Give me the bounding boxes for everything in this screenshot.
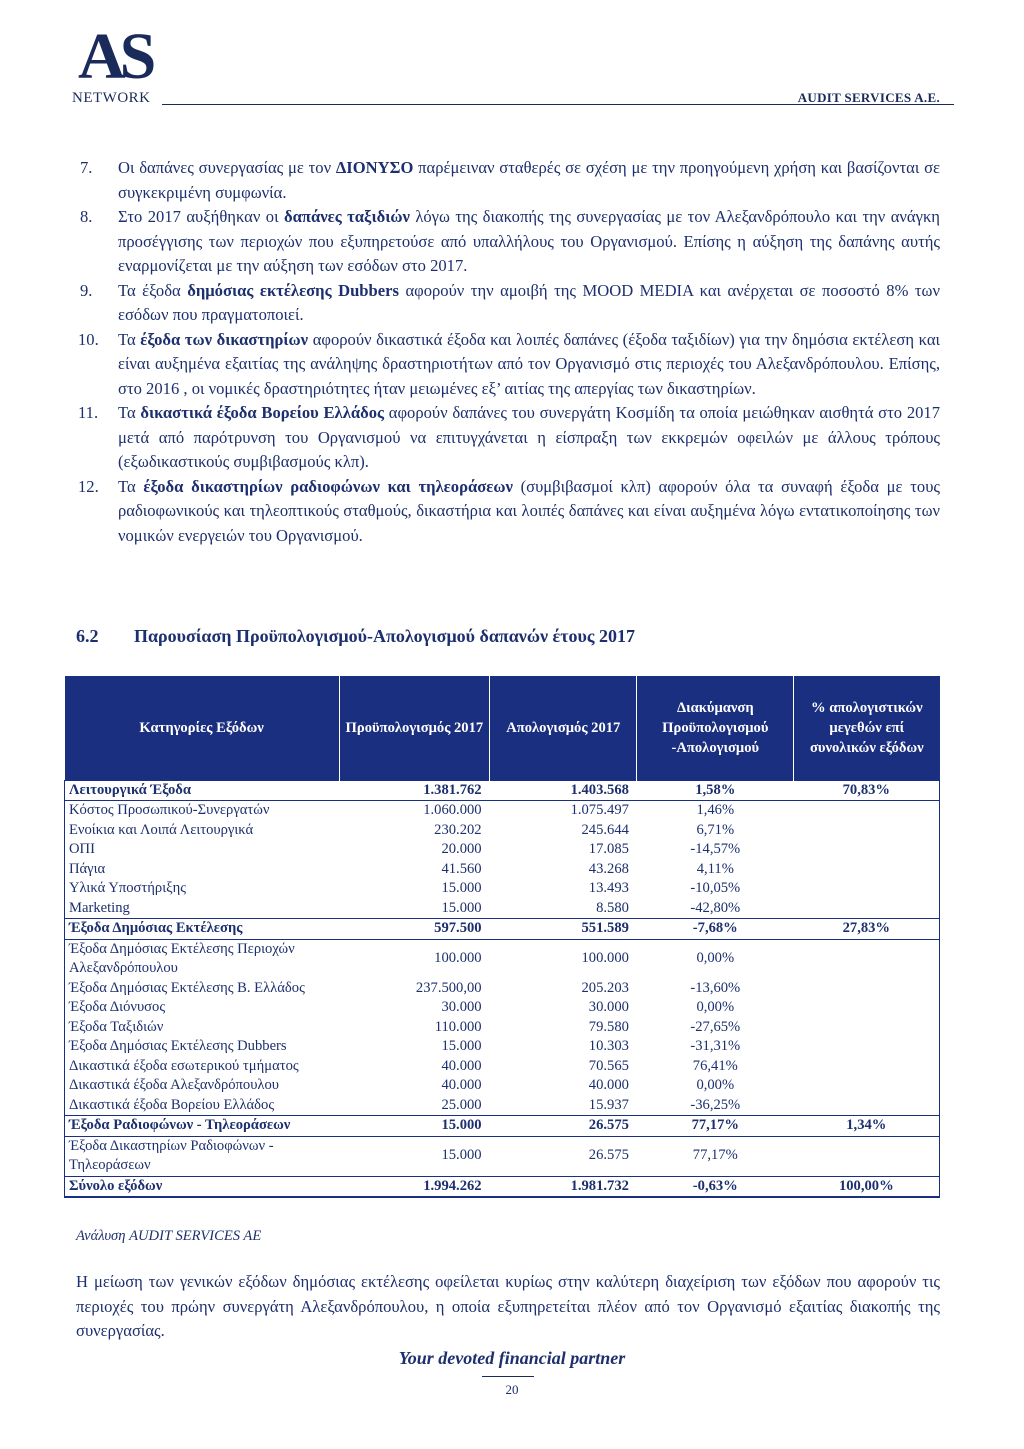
section-number: 6.2 [76, 626, 99, 646]
cell-variance: -10,05% [690, 880, 741, 896]
note-emphasis: ΔΙΟΝΥΣΟ [335, 158, 414, 177]
cell-share [794, 1136, 940, 1176]
cell-category: Marketing [69, 899, 130, 916]
table-row [65, 879, 940, 899]
cell-actual: 43.268 [588, 860, 629, 877]
cell-variance: -31,31% [690, 1038, 741, 1054]
header-share: % απολογιστικών μεγεθών επί συνολικών εξόδων [794, 676, 940, 780]
cell-share [794, 1057, 940, 1077]
cell-category: Έξοδα Διόνυσος [69, 999, 166, 1015]
note-number: 9. [80, 280, 93, 300]
note-item [72, 205, 940, 279]
cell-share: 100,00% [794, 1176, 940, 1197]
cell-category: Δικαστικά έξοδα Βορείου Ελλάδος [69, 1096, 275, 1113]
cell-share [794, 1037, 940, 1057]
note-emphasis: έξοδα δικαστηρίων ραδιοφώνων και τηλεοράσεων [143, 476, 513, 496]
cell-budget: 230.202 [434, 821, 482, 838]
note-item [72, 475, 940, 549]
cell-category: Έξοδα Δημόσιας Εκτέλεσης Β. Ελλάδος [69, 979, 305, 996]
cell-category: Έξοδα Δημόσιας Εκτέλεσης Dubbers [69, 1038, 287, 1054]
cell-budget: 40.000 [441, 1077, 482, 1093]
cell-category: Κόστος Προσωπικού-Συνεργατών [69, 802, 270, 818]
cell-category: Δικαστικά έξοδα εσωτερικού τμήματος [69, 1057, 299, 1074]
note-text: παρέμειναν σταθερές σε σχέση με την προηγούμενη χρήση και βασίζονται σε συγκεκριμένη συμφωνία. [118, 158, 940, 202]
note-item [72, 328, 940, 402]
cell-actual: 1.075.497 [570, 802, 629, 818]
cell-share [794, 1076, 940, 1096]
cell-category: Έξοδα Ραδιοφώνων - Τηλεοράσεων [65, 1116, 340, 1137]
header-actual: Απολογισμός 2017 [490, 676, 637, 780]
cell-variance: 6,71% [696, 821, 735, 838]
cell-variance: 1,46% [696, 802, 735, 818]
cell-actual: 15.937 [588, 1096, 629, 1113]
note-text: αφορούν δαπάνες του συνεργάτη Κοσμίδη τα οποία μειώθηκαν αισθητά στο 2017 μετά από παρότρυνση του Οργανισμού να επιτυγχάνεται η είσπραξη των εκκρεμών οφειλών με άλλους τρόπους (εξωδικαστικούς συμβιβασμούς κλπ). [118, 403, 941, 471]
cell-share [794, 998, 940, 1018]
table-row [65, 939, 940, 979]
cell-budget: 1.381.762 [339, 780, 489, 801]
cell-category: Πάγια [69, 860, 106, 877]
cell-variance: -36,25% [690, 1096, 741, 1113]
cell-share [794, 879, 940, 899]
cell-category: Έξοδα Δημόσιας Εκτέλεσης Περιοχών Αλεξανδρόπουλου [69, 940, 295, 976]
cell-category: Δικαστικά έξοδα Αλεξανδρόπουλου [69, 1077, 280, 1093]
note-text: αφορούν την αμοιβή της MOOD MEDIA και ανέρχεται σε ποσοστό 8% των εσόδων που πραγματοποιεί. [118, 280, 940, 324]
note-number: 7. [80, 158, 93, 177]
cell-budget: 15.000 [339, 1116, 489, 1137]
cell-share [794, 801, 940, 821]
note-emphasis: δαπάνες ταξιδιών [283, 207, 410, 226]
note-number: 8. [80, 207, 93, 226]
cell-actual: 1.981.732 [490, 1176, 637, 1197]
cell-budget: 237.500,00 [415, 979, 482, 996]
cell-budget: 1.994.262 [339, 1176, 489, 1197]
note-number: 12. [78, 476, 99, 496]
note-text: Τα [118, 329, 141, 349]
cell-budget: 110.000 [434, 1018, 482, 1035]
note-text: αφορούν δικαστικά έξοδα και λοιπές δαπάνες (έξοδα ταξιδίων) για την δημόσια εκτέλεση και είναι αυξημένα εξαιτίας της ανάληψης δραστηριοτήτων από τον Οργανισμό στις περιοχές του Αλεξανδρόπουλου. Επίσης, στο 2016 , οι νομικές δραστηριότητες ήταν μειωμένες εξ’ αιτίας της απεργίας των δικαστηρίων. [118, 329, 940, 398]
cell-variance: 0,00% [696, 950, 735, 967]
cell-share: 1,34% [794, 1116, 940, 1137]
cell-actual: 79.580 [588, 1018, 629, 1035]
note-emphasis: δημόσιας εκτέλεσης Dubbers [187, 280, 399, 300]
cell-category: Σύνολο εξόδων [65, 1176, 340, 1197]
cell-share: 70,83% [794, 780, 940, 801]
section-heading [76, 626, 635, 647]
cell-variance: -27,65% [690, 1018, 741, 1035]
cell-share [794, 1018, 940, 1038]
table-header-row [65, 676, 940, 780]
cell-actual: 100.000 [581, 950, 629, 967]
cell-share [794, 1096, 940, 1116]
header-divider [162, 104, 954, 105]
cell-variance: 0,00% [696, 999, 735, 1015]
cell-share [794, 939, 940, 979]
cell-variance: 77,17% [692, 1147, 738, 1164]
cell-category: Έξοδα Ταξιδιών [69, 1018, 164, 1035]
table-row [65, 1037, 940, 1057]
cell-variance: 77,17% [637, 1116, 794, 1137]
cell-variance: -7,68% [637, 919, 794, 940]
footer-divider [482, 1376, 534, 1377]
table-row [65, 1136, 940, 1176]
cell-budget: 25.000 [441, 1096, 482, 1113]
cell-variance: -0,63% [637, 1176, 794, 1197]
cell-budget: 100.000 [434, 950, 482, 967]
table-row [65, 1057, 940, 1077]
note-emphasis: έξοδα των δικαστηρίων [140, 329, 309, 349]
table-row [65, 899, 940, 919]
cell-variance: 1,58% [637, 780, 794, 801]
table-group-row [65, 919, 940, 940]
header-category: Κατηγορίες Εξόδων [65, 676, 340, 780]
table-row [65, 1076, 940, 1096]
table-group-row [65, 1116, 940, 1137]
cell-budget: 30.000 [441, 999, 482, 1015]
cell-variance: -13,60% [690, 979, 741, 996]
table-total-row [65, 1176, 940, 1197]
note-number: 10. [78, 329, 99, 349]
cell-share [794, 840, 940, 860]
note-text: Στο 2017 αυξήθηκαν οι [118, 207, 284, 226]
cell-budget: 1.060.000 [423, 802, 482, 818]
cell-budget: 597.500 [339, 919, 489, 940]
page-number: 20 [505, 1382, 519, 1397]
cell-budget: 15.000 [441, 1147, 482, 1164]
cell-budget: 40.000 [441, 1057, 482, 1074]
cell-budget: 15.000 [441, 1038, 482, 1054]
cell-actual: 40.000 [588, 1077, 629, 1093]
cell-variance: -14,57% [690, 841, 741, 857]
note-text: Τα [118, 403, 141, 422]
cell-actual: 245.644 [581, 821, 629, 838]
cell-actual: 70.565 [588, 1057, 629, 1074]
table-row [65, 801, 940, 821]
table-row [65, 860, 940, 880]
cell-actual: 551.589 [490, 919, 637, 940]
cell-budget: 20.000 [441, 841, 482, 857]
logo-mark: AS [78, 20, 151, 93]
cell-category: ΟΠΙ [69, 841, 95, 857]
note-text: (συμβιβασμοί κλπ) αφορούν όλα τα συναφή έξοδα με τους ραδιοφωνικούς και τηλεοπτικούς σταθμούς, δικαστήρια και λοιπές δαπάνες και είναι αυξημένα λόγω εντατικοποίησης των νομικών ενεργειών του Οργανισμού. [118, 476, 940, 545]
table-row [65, 821, 940, 841]
cell-actual: 26.575 [588, 1147, 629, 1164]
header-company-name: AUDIT SERVICES A.E. [797, 90, 940, 105]
cell-actual: 26.575 [490, 1116, 637, 1137]
header-budget: Προϋπολογισμός 2017 [339, 676, 489, 780]
cell-variance: 0,00% [696, 1077, 735, 1093]
cell-actual: 8.580 [596, 899, 629, 916]
table-body [65, 780, 940, 1197]
logo-network-label: NETWORK [72, 90, 151, 106]
note-text: Τα [118, 476, 144, 496]
cell-share: 27,83% [794, 919, 940, 940]
closing-paragraph: Η μείωση των γενικών εξόδων δημόσιας εκτέλεσης οφείλεται κυρίως στην καλύτερη διαχείριση των εξόδων που αφορούν τις περιοχές του πρώην συνεργάτη Αλεξανδρόπουλου, η οποία εξυπηρετείται πλέον από τον Οργανισμό εξαιτίας διακοπής της συνεργασίας. [76, 1272, 940, 1340]
cell-category: Υλικά Υποστήριξης [69, 880, 187, 896]
table-row [65, 998, 940, 1018]
cell-budget: 41.560 [441, 860, 482, 877]
cell-share [794, 899, 940, 919]
table-group-row [65, 780, 940, 801]
cell-actual: 30.000 [588, 999, 629, 1015]
cell-share [794, 860, 940, 880]
note-item [72, 279, 940, 328]
note-item [72, 156, 940, 205]
cell-variance: 4,11% [696, 860, 734, 877]
cell-category: Ενοίκια και Λοιπά Λειτουργικά [69, 821, 254, 838]
note-text: Οι δαπάνες συνεργασίας με τον [118, 158, 336, 177]
section-title: Παρουσίαση Προϋπολογισμού-Απολογισμού δαπανών έτους 2017 [134, 626, 635, 646]
table-row [65, 840, 940, 860]
note-text: Τα έξοδα [118, 280, 188, 300]
cell-actual: 205.203 [581, 979, 629, 996]
table-row [65, 1096, 940, 1116]
cell-category: Λειτουργικά Έξοδα [65, 780, 340, 801]
cell-actual: 1.403.568 [490, 780, 637, 801]
cell-budget: 15.000 [441, 899, 482, 916]
cell-actual: 10.303 [588, 1038, 629, 1054]
cell-variance: -42,80% [690, 899, 741, 916]
company-logo [72, 20, 172, 108]
note-text: λόγω της διακοπής της συνεργασίας με τον Αλεξανδρόπουλο και την ανάγκη προσέγγισης των περιοχών που εξυπηρετούσε από υπαλλήλους του Οργανισμού. Επίσης η αύξηση της δαπάνης αυτής εναρμονίζεται με την αύξηση των εσόδων στο 2017. [118, 207, 940, 275]
note-emphasis: δικαστικά έξοδα Βορείου Ελλάδος [140, 403, 385, 422]
cell-variance: 76,41% [692, 1057, 738, 1074]
cell-actual: 17.085 [588, 841, 629, 857]
cell-share [794, 821, 940, 841]
cell-category: Έξοδα Δημόσιας Εκτέλεσης [65, 919, 340, 940]
cell-share [794, 979, 940, 999]
cell-budget: 15.000 [441, 880, 482, 896]
note-item [72, 401, 940, 475]
source-note: Ανάλυση AUDIT SERVICES AE [76, 1228, 262, 1244]
footer-tagline: Your devoted financial partner [398, 1348, 626, 1368]
cell-actual: 13.493 [588, 880, 629, 896]
note-number: 11. [78, 403, 99, 422]
table-row [65, 1018, 940, 1038]
notes-list [72, 156, 940, 548]
cell-category: Έξοδα Δικαστηρίων Ραδιοφώνων - Τηλεοράσεων [69, 1137, 274, 1173]
budget-table [64, 676, 940, 1198]
header-variance: Διακύμανση Προϋπολογισμού -Απολογισμού [637, 676, 794, 780]
table-row [65, 979, 940, 999]
